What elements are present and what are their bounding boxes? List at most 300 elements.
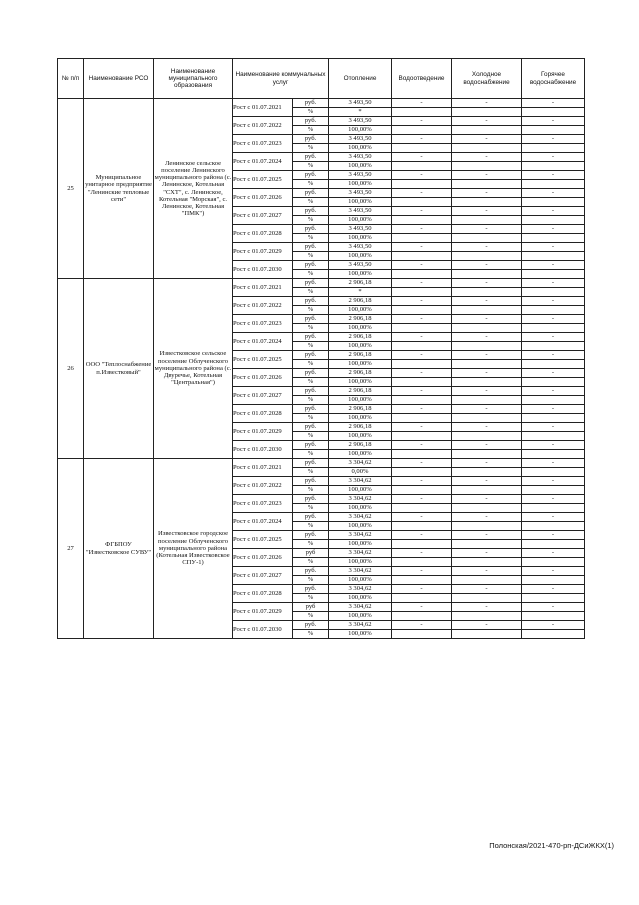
hot-water-percent bbox=[522, 450, 585, 459]
period-label: Рост с 01.07.2025 bbox=[233, 171, 293, 189]
hot-water-value: - bbox=[522, 603, 585, 612]
unit-percent: % bbox=[293, 450, 329, 459]
header-cold-water: Холодное водоснабжение bbox=[452, 59, 522, 99]
heating-value: 3 493,50 bbox=[329, 99, 392, 108]
unit-rub: руб bbox=[293, 549, 329, 558]
heating-percent: 100,00% bbox=[329, 558, 392, 567]
heating-value: 3 493,50 bbox=[329, 243, 392, 252]
cold-water-percent bbox=[452, 234, 522, 243]
rso-name: ООО "Теплоснабжение п.Известковый" bbox=[84, 279, 154, 459]
heating-value: 3 304,62 bbox=[329, 477, 392, 486]
drainage-percent bbox=[392, 270, 452, 279]
unit-rub: руб. bbox=[293, 189, 329, 198]
drainage-percent bbox=[392, 468, 452, 477]
rso-name: Муниципальное унитарное предприятие "Ленинские тепловые сети" bbox=[84, 99, 154, 279]
hot-water-value: - bbox=[522, 567, 585, 576]
unit-percent: % bbox=[293, 522, 329, 531]
heating-percent: 100,00% bbox=[329, 414, 392, 423]
drainage-value: - bbox=[392, 531, 452, 540]
hot-water-value: - bbox=[522, 225, 585, 234]
cold-water-percent bbox=[452, 288, 522, 297]
hot-water-value: - bbox=[522, 405, 585, 414]
heating-percent: 100,00% bbox=[329, 450, 392, 459]
drainage-value: - bbox=[392, 459, 452, 468]
cold-water-percent bbox=[452, 198, 522, 207]
heating-percent: 100,00% bbox=[329, 252, 392, 261]
header-rso: Наименование РСО bbox=[84, 59, 154, 99]
cold-water-percent bbox=[452, 324, 522, 333]
drainage-percent bbox=[392, 324, 452, 333]
drainage-value: - bbox=[392, 567, 452, 576]
cold-water-percent bbox=[452, 342, 522, 351]
heating-value: 3 304,62 bbox=[329, 621, 392, 630]
period-label: Рост с 01.07.2029 bbox=[233, 423, 293, 441]
hot-water-value: - bbox=[522, 351, 585, 360]
unit-percent: % bbox=[293, 324, 329, 333]
row-number: 26 bbox=[58, 279, 84, 459]
drainage-value: - bbox=[392, 423, 452, 432]
hot-water-percent bbox=[522, 126, 585, 135]
hot-water-value: - bbox=[522, 495, 585, 504]
unit-percent: % bbox=[293, 378, 329, 387]
heating-percent: 100,00% bbox=[329, 270, 392, 279]
unit-percent: % bbox=[293, 270, 329, 279]
unit-percent: % bbox=[293, 126, 329, 135]
cold-water-percent bbox=[452, 126, 522, 135]
header-drainage: Водоотведение bbox=[392, 59, 452, 99]
period-label: Рост с 01.07.2024 bbox=[233, 333, 293, 351]
cold-water-percent bbox=[452, 432, 522, 441]
municipality-name: Известковское городское поселение Облученского муниципального района (Котельная Известковское СПУ-1) bbox=[154, 459, 233, 639]
cold-water-percent bbox=[452, 612, 522, 621]
unit-percent: % bbox=[293, 576, 329, 585]
drainage-value: - bbox=[392, 603, 452, 612]
period-label: Рост с 01.07.2028 bbox=[233, 585, 293, 603]
period-label: Рост с 01.07.2029 bbox=[233, 603, 293, 621]
hot-water-percent bbox=[522, 216, 585, 225]
heating-percent: 0,00% bbox=[329, 468, 392, 477]
unit-percent: % bbox=[293, 108, 329, 117]
drainage-value: - bbox=[392, 117, 452, 126]
drainage-value: - bbox=[392, 189, 452, 198]
cold-water-value: - bbox=[452, 333, 522, 342]
hot-water-percent bbox=[522, 252, 585, 261]
period-label: Рост с 01.07.2030 bbox=[233, 261, 293, 279]
cold-water-percent bbox=[452, 450, 522, 459]
cold-water-value: - bbox=[452, 531, 522, 540]
drainage-percent bbox=[392, 216, 452, 225]
unit-percent: % bbox=[293, 180, 329, 189]
unit-rub: руб. bbox=[293, 117, 329, 126]
unit-rub: руб. bbox=[293, 351, 329, 360]
hot-water-value: - bbox=[522, 621, 585, 630]
unit-rub: руб. bbox=[293, 207, 329, 216]
drainage-percent bbox=[392, 252, 452, 261]
heating-value: 3 493,50 bbox=[329, 207, 392, 216]
period-label: Рост с 01.07.2027 bbox=[233, 387, 293, 405]
period-label: Рост с 01.07.2021 bbox=[233, 99, 293, 117]
drainage-value: - bbox=[392, 549, 452, 558]
hot-water-value: - bbox=[522, 585, 585, 594]
hot-water-value: - bbox=[522, 459, 585, 468]
hot-water-value: - bbox=[522, 99, 585, 108]
drainage-value: - bbox=[392, 621, 452, 630]
drainage-value: - bbox=[392, 315, 452, 324]
hot-water-value: - bbox=[522, 135, 585, 144]
unit-rub: руб. bbox=[293, 369, 329, 378]
heating-percent: 100,00% bbox=[329, 630, 392, 639]
heating-value: 2 906,18 bbox=[329, 423, 392, 432]
unit-rub: руб. bbox=[293, 567, 329, 576]
header-service: Наименование коммунальных услуг bbox=[233, 59, 329, 99]
hot-water-value: - bbox=[522, 477, 585, 486]
heating-percent: 100,00% bbox=[329, 432, 392, 441]
hot-water-value: - bbox=[522, 549, 585, 558]
heating-value: 3 493,50 bbox=[329, 171, 392, 180]
drainage-value: - bbox=[392, 99, 452, 108]
cold-water-value: - bbox=[452, 549, 522, 558]
heating-value: 2 906,18 bbox=[329, 405, 392, 414]
unit-rub: руб. bbox=[293, 495, 329, 504]
municipality-name: Ленинское сельское поселение Ленинского муниципального района (с. Ленинское, Котельная "СХТ", с. Ленинское, Котельная "Морская", с. Ленинское, Котельная "ПМК") bbox=[154, 99, 233, 279]
unit-percent: % bbox=[293, 414, 329, 423]
period-label: Рост с 01.07.2023 bbox=[233, 315, 293, 333]
cold-water-percent bbox=[452, 108, 522, 117]
drainage-percent bbox=[392, 522, 452, 531]
unit-percent: % bbox=[293, 234, 329, 243]
hot-water-percent bbox=[522, 234, 585, 243]
unit-percent: % bbox=[293, 558, 329, 567]
period-label: Рост с 01.07.2028 bbox=[233, 405, 293, 423]
hot-water-percent bbox=[522, 468, 585, 477]
hot-water-percent bbox=[522, 576, 585, 585]
drainage-value: - bbox=[392, 135, 452, 144]
period-label: Рост с 01.07.2025 bbox=[233, 351, 293, 369]
hot-water-percent bbox=[522, 288, 585, 297]
unit-rub: руб. bbox=[293, 531, 329, 540]
unit-rub: руб. bbox=[293, 243, 329, 252]
document-code: Полонская/2021-470-рп-ДСиЖКХ(1) bbox=[489, 841, 614, 850]
heating-percent: 100,00% bbox=[329, 396, 392, 405]
period-label: Рост с 01.07.2028 bbox=[233, 225, 293, 243]
hot-water-percent bbox=[522, 630, 585, 639]
drainage-value: - bbox=[392, 225, 452, 234]
cold-water-value: - bbox=[452, 423, 522, 432]
cold-water-value: - bbox=[452, 567, 522, 576]
row-number: 27 bbox=[58, 459, 84, 639]
heating-percent: 100,00% bbox=[329, 522, 392, 531]
drainage-percent bbox=[392, 378, 452, 387]
hot-water-value: - bbox=[522, 369, 585, 378]
drainage-percent bbox=[392, 126, 452, 135]
unit-percent: % bbox=[293, 360, 329, 369]
cold-water-value: - bbox=[452, 189, 522, 198]
cold-water-value: - bbox=[452, 495, 522, 504]
drainage-percent bbox=[392, 396, 452, 405]
hot-water-value: - bbox=[522, 279, 585, 288]
heating-percent: 100,00% bbox=[329, 504, 392, 513]
cold-water-percent bbox=[452, 396, 522, 405]
hot-water-value: - bbox=[522, 423, 585, 432]
drainage-percent bbox=[392, 558, 452, 567]
cold-water-percent bbox=[452, 270, 522, 279]
drainage-value: - bbox=[392, 207, 452, 216]
heating-value: 3 304,62 bbox=[329, 513, 392, 522]
unit-rub: руб. bbox=[293, 513, 329, 522]
cold-water-value: - bbox=[452, 369, 522, 378]
unit-rub: руб. bbox=[293, 585, 329, 594]
unit-percent: % bbox=[293, 504, 329, 513]
drainage-value: - bbox=[392, 171, 452, 180]
hot-water-value: - bbox=[522, 153, 585, 162]
period-label: Рост с 01.07.2024 bbox=[233, 513, 293, 531]
cold-water-percent bbox=[452, 558, 522, 567]
drainage-percent bbox=[392, 144, 452, 153]
cold-water-value: - bbox=[452, 99, 522, 108]
cold-water-value: - bbox=[452, 387, 522, 396]
cold-water-value: - bbox=[452, 513, 522, 522]
cold-water-value: - bbox=[452, 297, 522, 306]
hot-water-value: - bbox=[522, 387, 585, 396]
unit-percent: % bbox=[293, 198, 329, 207]
cold-water-value: - bbox=[452, 135, 522, 144]
heating-value: 3 493,50 bbox=[329, 225, 392, 234]
period-label: Рост с 01.07.2022 bbox=[233, 117, 293, 135]
cold-water-percent bbox=[452, 630, 522, 639]
unit-rub: руб. bbox=[293, 333, 329, 342]
cold-water-percent bbox=[452, 576, 522, 585]
cold-water-percent bbox=[452, 378, 522, 387]
drainage-percent bbox=[392, 576, 452, 585]
hot-water-value: - bbox=[522, 117, 585, 126]
hot-water-percent bbox=[522, 540, 585, 549]
hot-water-percent bbox=[522, 432, 585, 441]
heating-value: 3 304,62 bbox=[329, 585, 392, 594]
drainage-percent bbox=[392, 162, 452, 171]
period-label: Рост с 01.07.2029 bbox=[233, 243, 293, 261]
hot-water-percent bbox=[522, 522, 585, 531]
unit-percent: % bbox=[293, 594, 329, 603]
unit-rub: руб. bbox=[293, 153, 329, 162]
unit-rub: руб bbox=[293, 603, 329, 612]
hot-water-percent bbox=[522, 324, 585, 333]
period-label: Рост с 01.07.2026 bbox=[233, 369, 293, 387]
cold-water-value: - bbox=[452, 153, 522, 162]
period-label: Рост с 01.07.2026 bbox=[233, 549, 293, 567]
drainage-value: - bbox=[392, 243, 452, 252]
period-label: Рост с 01.07.2022 bbox=[233, 477, 293, 495]
drainage-percent bbox=[392, 486, 452, 495]
drainage-percent bbox=[392, 432, 452, 441]
hot-water-percent bbox=[522, 558, 585, 567]
period-label: Рост с 01.07.2026 bbox=[233, 189, 293, 207]
period-label: Рост с 01.07.2021 bbox=[233, 459, 293, 477]
heating-percent: * bbox=[329, 108, 392, 117]
hot-water-percent bbox=[522, 594, 585, 603]
cold-water-value: - bbox=[452, 225, 522, 234]
unit-rub: руб. bbox=[293, 387, 329, 396]
heating-value: 3 304,62 bbox=[329, 531, 392, 540]
header-municipality: Наименование муниципального образования bbox=[154, 59, 233, 99]
drainage-percent bbox=[392, 108, 452, 117]
cold-water-percent bbox=[452, 360, 522, 369]
cold-water-value: - bbox=[452, 459, 522, 468]
cold-water-value: - bbox=[452, 603, 522, 612]
hot-water-value: - bbox=[522, 243, 585, 252]
heating-percent: 100,00% bbox=[329, 306, 392, 315]
unit-percent: % bbox=[293, 342, 329, 351]
drainage-percent bbox=[392, 414, 452, 423]
hot-water-value: - bbox=[522, 189, 585, 198]
heating-percent: 100,00% bbox=[329, 342, 392, 351]
period-label: Рост с 01.07.2021 bbox=[233, 279, 293, 297]
drainage-percent bbox=[392, 234, 452, 243]
cold-water-value: - bbox=[452, 477, 522, 486]
period-label: Рост с 01.07.2022 bbox=[233, 297, 293, 315]
hot-water-percent bbox=[522, 378, 585, 387]
drainage-value: - bbox=[392, 333, 452, 342]
unit-rub: руб. bbox=[293, 135, 329, 144]
header-row bbox=[58, 59, 585, 99]
cold-water-percent bbox=[452, 216, 522, 225]
hot-water-percent bbox=[522, 504, 585, 513]
heating-value: 3 304,62 bbox=[329, 459, 392, 468]
unit-rub: руб. bbox=[293, 315, 329, 324]
cold-water-value: - bbox=[452, 441, 522, 450]
drainage-percent bbox=[392, 594, 452, 603]
drainage-percent bbox=[392, 630, 452, 639]
unit-percent: % bbox=[293, 432, 329, 441]
hot-water-percent bbox=[522, 396, 585, 405]
tariff-table bbox=[57, 58, 585, 639]
drainage-percent bbox=[392, 504, 452, 513]
heating-value: 2 906,18 bbox=[329, 387, 392, 396]
period-label: Рост с 01.07.2030 bbox=[233, 621, 293, 639]
hot-water-value: - bbox=[522, 261, 585, 270]
heating-percent: 100,00% bbox=[329, 360, 392, 369]
row-number: 25 bbox=[58, 99, 84, 279]
cold-water-value: - bbox=[452, 207, 522, 216]
hot-water-value: - bbox=[522, 297, 585, 306]
unit-rub: руб. bbox=[293, 459, 329, 468]
unit-rub: руб. bbox=[293, 225, 329, 234]
drainage-value: - bbox=[392, 261, 452, 270]
hot-water-value: - bbox=[522, 441, 585, 450]
cold-water-percent bbox=[452, 414, 522, 423]
heating-percent: * bbox=[329, 288, 392, 297]
unit-rub: руб. bbox=[293, 423, 329, 432]
cold-water-value: - bbox=[452, 261, 522, 270]
cold-water-percent bbox=[452, 162, 522, 171]
cold-water-percent bbox=[452, 252, 522, 261]
heating-percent: 100,00% bbox=[329, 576, 392, 585]
unit-percent: % bbox=[293, 162, 329, 171]
heating-percent: 100,00% bbox=[329, 162, 392, 171]
drainage-value: - bbox=[392, 585, 452, 594]
hot-water-value: - bbox=[522, 513, 585, 522]
drainage-percent bbox=[392, 360, 452, 369]
unit-percent: % bbox=[293, 468, 329, 477]
unit-percent: % bbox=[293, 540, 329, 549]
cold-water-value: - bbox=[452, 171, 522, 180]
heating-value: 3 493,50 bbox=[329, 261, 392, 270]
hot-water-percent bbox=[522, 342, 585, 351]
heating-percent: 100,00% bbox=[329, 594, 392, 603]
rso-name: ФГБПОУ "Известковское СУВУ" bbox=[84, 459, 154, 639]
heating-value: 3 493,50 bbox=[329, 189, 392, 198]
drainage-percent bbox=[392, 612, 452, 621]
period-label: Рост с 01.07.2027 bbox=[233, 567, 293, 585]
hot-water-percent bbox=[522, 486, 585, 495]
drainage-value: - bbox=[392, 477, 452, 486]
heating-value: 2 906,18 bbox=[329, 333, 392, 342]
hot-water-percent bbox=[522, 612, 585, 621]
cold-water-value: - bbox=[452, 585, 522, 594]
drainage-value: - bbox=[392, 513, 452, 522]
heating-value: 3 493,50 bbox=[329, 153, 392, 162]
unit-rub: руб. bbox=[293, 441, 329, 450]
cold-water-value: - bbox=[452, 351, 522, 360]
drainage-percent bbox=[392, 180, 452, 189]
period-label: Рост с 01.07.2025 bbox=[233, 531, 293, 549]
unit-percent: % bbox=[293, 612, 329, 621]
heating-value: 3 304,62 bbox=[329, 549, 392, 558]
unit-percent: % bbox=[293, 288, 329, 297]
heating-value: 2 906,18 bbox=[329, 279, 392, 288]
unit-rub: руб. bbox=[293, 621, 329, 630]
cold-water-percent bbox=[452, 594, 522, 603]
unit-rub: руб. bbox=[293, 297, 329, 306]
heating-percent: 100,00% bbox=[329, 540, 392, 549]
unit-rub: руб. bbox=[293, 261, 329, 270]
unit-percent: % bbox=[293, 396, 329, 405]
drainage-percent bbox=[392, 288, 452, 297]
cold-water-value: - bbox=[452, 621, 522, 630]
drainage-value: - bbox=[392, 297, 452, 306]
unit-rub: руб. bbox=[293, 477, 329, 486]
drainage-value: - bbox=[392, 153, 452, 162]
heating-value: 3 304,62 bbox=[329, 567, 392, 576]
drainage-percent bbox=[392, 342, 452, 351]
period-label: Рост с 01.07.2030 bbox=[233, 441, 293, 459]
header-hot-water: Горячее водоснабжение bbox=[522, 59, 585, 99]
header-no: № п/п bbox=[58, 59, 84, 99]
heating-value: 3 304,62 bbox=[329, 495, 392, 504]
cold-water-percent bbox=[452, 306, 522, 315]
unit-rub: руб. bbox=[293, 405, 329, 414]
period-label: Рост с 01.07.2027 bbox=[233, 207, 293, 225]
heating-percent: 100,00% bbox=[329, 198, 392, 207]
heating-value: 2 906,18 bbox=[329, 315, 392, 324]
unit-percent: % bbox=[293, 252, 329, 261]
heating-value: 3 493,50 bbox=[329, 135, 392, 144]
drainage-percent bbox=[392, 198, 452, 207]
drainage-value: - bbox=[392, 387, 452, 396]
drainage-value: - bbox=[392, 279, 452, 288]
hot-water-percent bbox=[522, 162, 585, 171]
table-row bbox=[58, 99, 585, 108]
drainage-value: - bbox=[392, 351, 452, 360]
hot-water-value: - bbox=[522, 333, 585, 342]
period-label: Рост с 01.07.2023 bbox=[233, 135, 293, 153]
hot-water-percent bbox=[522, 414, 585, 423]
cold-water-percent bbox=[452, 540, 522, 549]
cold-water-value: - bbox=[452, 117, 522, 126]
table-body bbox=[58, 99, 585, 639]
heating-percent: 100,00% bbox=[329, 144, 392, 153]
heating-value: 3 304,62 bbox=[329, 603, 392, 612]
cold-water-percent bbox=[452, 486, 522, 495]
